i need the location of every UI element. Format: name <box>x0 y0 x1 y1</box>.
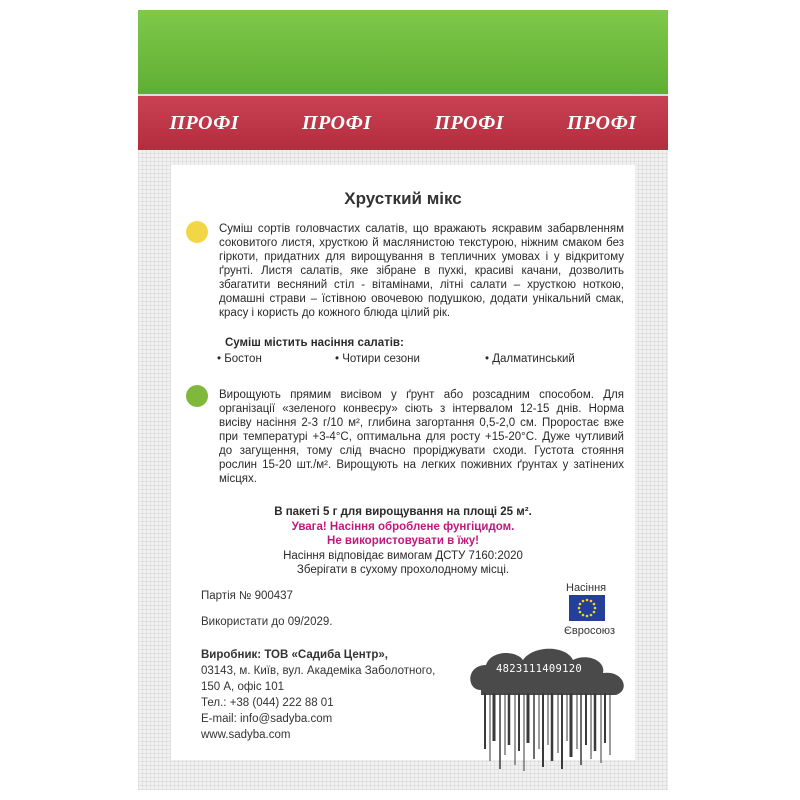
brand-label: ПРОФІ <box>434 111 504 134</box>
storage-info: Зберігати в сухому прохолодному місці. <box>296 564 510 576</box>
seed-packet <box>138 10 668 790</box>
manufacturer-block <box>201 647 435 743</box>
eu-label-bottom: Євросоюз <box>564 625 616 637</box>
manufacturer-name: Виробник: ТОВ «Садиба Центр», <box>201 649 388 661</box>
warning-not-edible: Не використовувати в їжу! <box>327 535 479 547</box>
mix-title: Суміш містить насіння салатів: <box>225 337 404 349</box>
use-before: Використати до 09/2029. <box>201 616 333 628</box>
growing-instructions: Вирощують прямим висівом у ґрунт або розсадним способом. Для організації «зеленого конвеєру» сіють з інтервалом 12-15 днів. Норма висіву насіння 2-3 г/10 м², глибина загортання 0,5-2,0 см. Проростає вже при температурі +3-4°С, оптимальна для росту +15-20°С. Дуже чутливий до загущення, тому слід вчасно проріджувати сходи. Густота стояння рослин 15-20 шт./м². Вирощують на легких поживних ґрунтах у затінених місцях. <box>219 389 624 485</box>
standard-info: Насіння відповідає вимогам ДСТУ 7160:2020 <box>283 550 523 562</box>
manufacturer-website: www.sadyba.com <box>201 729 291 741</box>
yellow-dot-icon <box>186 221 208 243</box>
mix-item: • Чотири сезони <box>335 353 420 365</box>
green-dot-icon <box>186 385 208 407</box>
product-description: Суміш сортів головчастих салатів, що вражають яскравим забарвленням соковитого листя, хрусткою й маслянистою текстурою, ніжним смаком без гіркоти, придатних для вирощування в тепличних умовах і у відкритому ґрунті. Листя салатів, яке зібране в пухкі, красиві качани, дозволить збагатити весняний стіл - вітамінами, літні салати – хрусткою ноткою, домашні страви – їстівною овочевою подушкою, додати унікальний смак, красу і користь до кожного блюда цілий рік. <box>219 223 624 319</box>
brand-band <box>138 94 668 150</box>
info-panel <box>171 165 635 760</box>
warning-fungicide: Увага! Насіння оброблене фунгіцидом. <box>291 521 515 533</box>
manufacturer-phone: Тел.: +38 (044) 222 88 01 <box>201 697 334 709</box>
brand-label: ПРОФІ <box>567 111 637 134</box>
eu-label-top: Насіння <box>566 582 607 594</box>
mix-item: • Далматинський <box>485 353 575 365</box>
brand-label: ПРОФІ <box>169 111 239 134</box>
mix-item: • Бостон <box>217 353 262 365</box>
eu-flag-icon <box>569 595 605 621</box>
package-info: В пакеті 5 г для вирощування на площі 25 м². <box>274 506 532 518</box>
manufacturer-address: 150 А, офіс 101 <box>201 681 284 693</box>
manufacturer-email: E-mail: info@sadyba.com <box>201 713 333 725</box>
manufacturer-address: 03143, м. Київ, вул. Академіка Заболотного, <box>201 665 436 677</box>
brand-label: ПРОФІ <box>302 111 372 134</box>
product-title: Хрусткий мікс <box>344 189 462 208</box>
barcode-number: 4823111409120 <box>495 663 583 675</box>
green-header-band <box>138 10 668 94</box>
batch-number: Партія № 900437 <box>201 590 293 602</box>
mix-list <box>217 353 637 369</box>
